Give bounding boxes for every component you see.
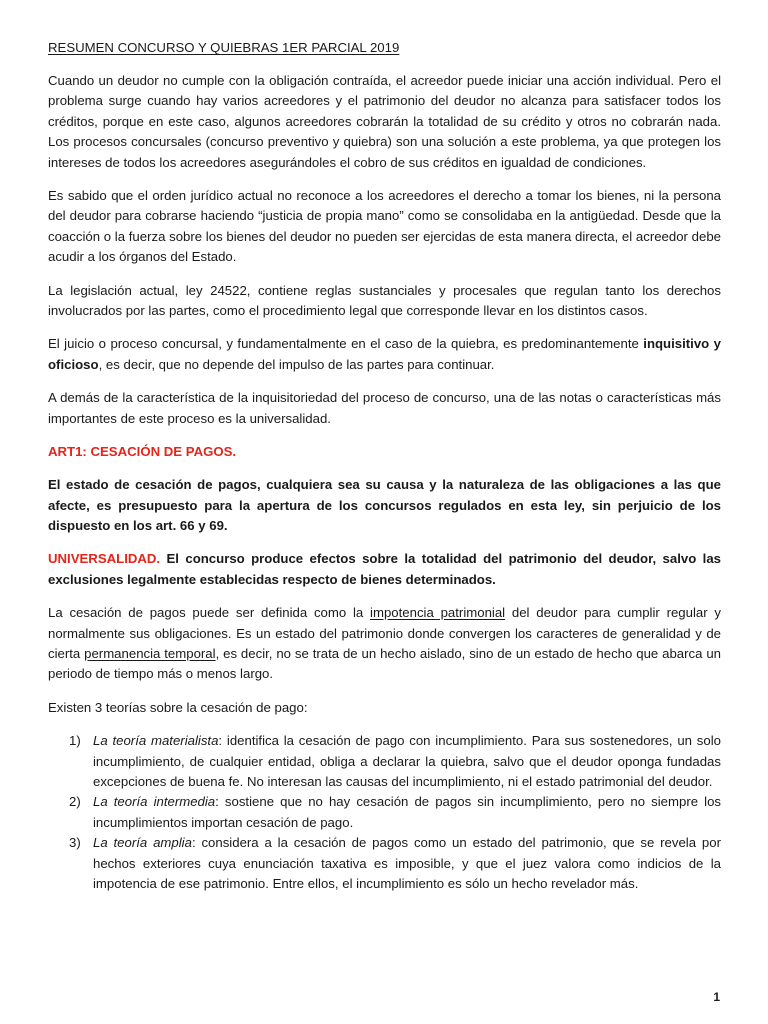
- text-segment: del deudor para cumplir regular y normalmente sus obligaciones. Es un estado del patrimonio donde convergen los caracteres de generalidad y de cierta: [48, 605, 721, 661]
- text-segment: , es decir, que no depende del impulso de las partes para continuar.: [98, 356, 495, 372]
- text-segment: , es decir, no se trata de un hecho aislado, sino de un estado de hecho que abarca un periodo de tiempo más o menos largo.: [48, 645, 721, 682]
- list-item: [48, 731, 721, 792]
- text-segment: El juicio o proceso concursal, y fundamentalmente en el caso de la quiebra, es predominantemente: [48, 336, 644, 352]
- document-page: [48, 38, 721, 894]
- theory-name: La teoría materialista: [93, 733, 219, 749]
- list-number: 3): [69, 835, 81, 851]
- list-item: [48, 833, 721, 894]
- document-title: RESUMEN CONCURSO Y QUIEBRAS 1ER PARCIAL 2019: [48, 40, 400, 55]
- paragraph-universalidad-intro: A demás de la característica de la inquisitoriedad del proceso de concurso, una de las notas o características más importantes de este proceso es la universalidad.: [48, 390, 721, 426]
- theory-text: : identifica la cesación de pago con incumplimiento. Para sus sostenedores, un solo incumplimiento, de cualquier entidad, obliga a declarar la quiebra, salvo que el deudor oponga fundadas excepciones de buena fe. No interesan las causas del incumplimiento, ni el estado patrimonial del deudor.: [93, 733, 721, 789]
- text-underline-impotencia: impotencia patrimonial: [370, 605, 506, 621]
- paragraph-universalidad: [48, 549, 721, 590]
- paragraph-teorias-intro: Existen 3 teorías sobre la cesación de pago:: [48, 699, 308, 715]
- paragraph-justicia: Es sabido que el orden jurídico actual no reconoce a los acreedores el derecho a tomar los bienes, ni la persona del deudor para cobrarse haciendo “justicia de propia mano” como se consolidaba en la antigüedad. Desde que la coacción o la fuerza sobre los bienes del deudor no pueden ser ejercidas de esta manera directa, el acreedor debe acudir a los órganos del Estado.: [48, 188, 721, 265]
- theory-name: La teoría intermedia: [93, 794, 216, 810]
- text-underline-permanencia: permanencia temporal: [84, 645, 216, 661]
- paragraph-inquisitivo: [48, 334, 721, 375]
- page-number: 1: [713, 990, 720, 1004]
- universalidad-text: El concurso produce efectos sobre la totalidad del patrimonio del deudor, salvo las exclusiones legalmente establecidas respecto de bienes determinados.: [48, 551, 721, 587]
- list-number: 2): [69, 794, 81, 810]
- list-number: 1): [69, 733, 81, 749]
- universalidad-label: UNIVERSALIDAD.: [48, 551, 161, 567]
- text-bold-inquisitivo: inquisitivo y oficioso: [48, 336, 722, 372]
- list-item: [48, 792, 721, 833]
- paragraph-intro: Cuando un deudor no cumple con la obligación contraída, el acreedor puede iniciar una acción individual. Pero el problema surge cuando hay varios acreedores y el patrimonio del deudor no alcanza para satisfacer todos los créditos, porque en este caso, algunos acreedores cobrarán la totalidad de su crédito y otros no cobrarán nada. Los procesos concursales (concurso preventivo y quiebra) son una solución a este problema, ya que protegen los intereses de todos los acreedores asegurándoles el cobro de sus créditos en igualdad de condiciones.: [48, 73, 721, 170]
- theory-text: : considera a la cesación de pagos como un estado del patrimonio, que se revela por hechos exteriores cuya enunciación taxativa es imposible, y que el juez valora como indicios de la impotencia de ese patrimonio. Entre ellos, el incumplimiento es sólo un hecho revelador más.: [93, 835, 721, 891]
- paragraph-ley: La legislación actual, ley 24522, contiene reglas sustanciales y procesales que regulan tanto los derechos involucrados por las partes, como el procedimiento legal que corresponde llevar en los distintos casos.: [48, 282, 721, 319]
- text-segment: La cesación de pagos puede ser definida como la: [48, 605, 371, 621]
- theories-list: [48, 731, 721, 894]
- art1-heading: ART1: CESACIÓN DE PAGOS.: [48, 444, 237, 460]
- art1-text: El estado de cesación de pagos, cualquiera sea su causa y la naturaleza de las obligaciones a las que afecte, es presupuesto para la apertura de los concursos regulados en esta ley, sin perjuicio de los dispuesto en los art. 66 y 69.: [48, 477, 721, 533]
- theory-text: : sostiene que no hay cesación de pagos sin incumplimiento, pero no siempre los incumplimientos importan cesación de pago.: [93, 794, 722, 830]
- paragraph-cesacion-definicion: [48, 603, 721, 685]
- theory-name: La teoría amplia: [93, 835, 192, 851]
